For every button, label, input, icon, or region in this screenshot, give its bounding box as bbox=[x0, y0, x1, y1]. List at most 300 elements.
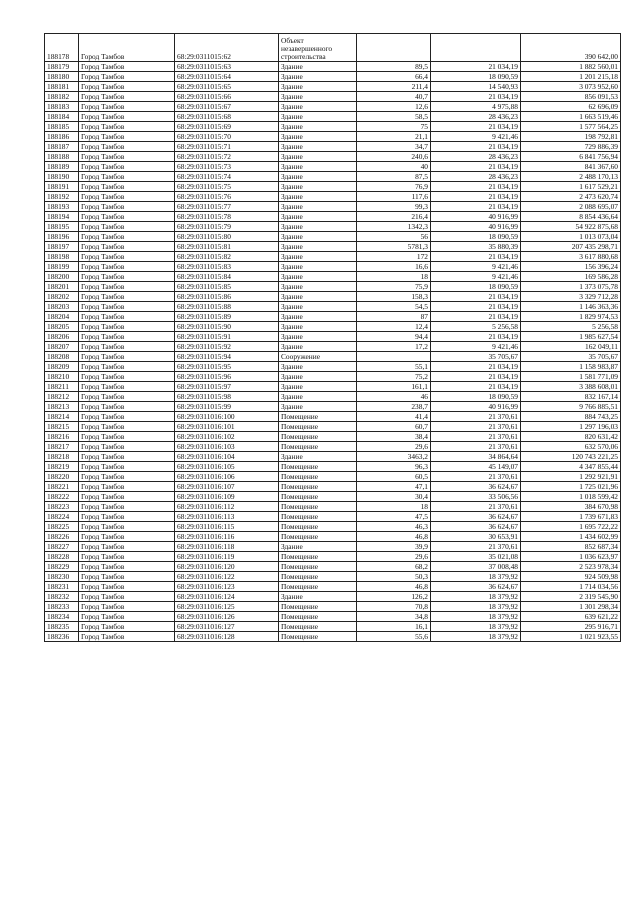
table-row bbox=[45, 82, 621, 92]
area-cell: 76,9 bbox=[357, 182, 431, 192]
area-cell: 21,1 bbox=[357, 132, 431, 142]
cadastral-value-cell: 3 388 608,01 bbox=[521, 382, 621, 392]
district-cell: Город Тамбов bbox=[79, 602, 175, 612]
area-cell: 70,8 bbox=[357, 602, 431, 612]
table-row bbox=[45, 312, 621, 322]
table-row bbox=[45, 62, 621, 72]
cadastral-value-cell: 1 714 034,56 bbox=[521, 582, 621, 592]
area-cell: 12,4 bbox=[357, 322, 431, 332]
unit-value-cell: 28 436,23 bbox=[431, 112, 521, 122]
unit-value-cell: 18 379,92 bbox=[431, 632, 521, 642]
row-id-cell: 188209 bbox=[45, 362, 79, 372]
object-type-cell: Здание bbox=[279, 152, 357, 162]
unit-value-cell: 28 436,23 bbox=[431, 172, 521, 182]
table-row bbox=[45, 482, 621, 492]
unit-value-cell: 18 090,59 bbox=[431, 282, 521, 292]
table-row bbox=[45, 92, 621, 102]
cadastral-number-cell: 68:29:0311015:73 bbox=[175, 162, 279, 172]
area-cell: 18 bbox=[357, 272, 431, 282]
table-row bbox=[45, 112, 621, 122]
cadastral-value-cell: 1 297 196,03 bbox=[521, 422, 621, 432]
object-type-cell: Здание bbox=[279, 212, 357, 222]
cadastral-value-cell: 820 631,42 bbox=[521, 432, 621, 442]
area-cell: 60,7 bbox=[357, 422, 431, 432]
table-row bbox=[45, 212, 621, 222]
cadastral-value-cell: 1 695 722,22 bbox=[521, 522, 621, 532]
cadastral-value-cell: 295 916,71 bbox=[521, 622, 621, 632]
cadastral-value-cell: 1 146 363,36 bbox=[521, 302, 621, 312]
object-type-cell: Здание bbox=[279, 592, 357, 602]
object-type-cell: Помещение bbox=[279, 502, 357, 512]
object-type-cell: Здание bbox=[279, 92, 357, 102]
unit-value-cell: 36 624,67 bbox=[431, 522, 521, 532]
district-cell: Город Тамбов bbox=[79, 522, 175, 532]
cadastral-number-cell: 68:29:0311016:104 bbox=[175, 452, 279, 462]
district-cell: Город Тамбов bbox=[79, 152, 175, 162]
row-id-cell: 188234 bbox=[45, 612, 79, 622]
object-type-cell: Здание bbox=[279, 112, 357, 122]
table-row bbox=[45, 582, 621, 592]
district-cell: Город Тамбов bbox=[79, 302, 175, 312]
area-cell: 29,6 bbox=[357, 442, 431, 452]
district-cell: Город Тамбов bbox=[79, 272, 175, 282]
district-cell: Город Тамбов bbox=[79, 202, 175, 212]
table-row bbox=[45, 342, 621, 352]
row-id-cell: 188235 bbox=[45, 622, 79, 632]
cadastral-value-cell: 1 663 519,46 bbox=[521, 112, 621, 122]
cadastral-number-cell: 68:29:0311015:90 bbox=[175, 322, 279, 332]
object-type-cell: Помещение bbox=[279, 582, 357, 592]
table-row bbox=[45, 132, 621, 142]
unit-value-cell: 18 379,92 bbox=[431, 622, 521, 632]
unit-value-cell: 35 705,67 bbox=[431, 352, 521, 362]
object-type-cell: Здание bbox=[279, 122, 357, 132]
area-cell: 172 bbox=[357, 252, 431, 262]
object-type-cell: Помещение bbox=[279, 552, 357, 562]
table-row bbox=[45, 392, 621, 402]
area-cell: 30,4 bbox=[357, 492, 431, 502]
row-id-cell: 188193 bbox=[45, 202, 79, 212]
object-type-cell: Помещение bbox=[279, 532, 357, 542]
cadastral-value-cell: 924 509,98 bbox=[521, 572, 621, 582]
row-id-cell: 188197 bbox=[45, 242, 79, 252]
area-cell: 66,4 bbox=[357, 72, 431, 82]
area-cell: 75,9 bbox=[357, 282, 431, 292]
unit-value-cell: 21 034,19 bbox=[431, 92, 521, 102]
unit-value-cell: 33 506,56 bbox=[431, 492, 521, 502]
cadastral-number-cell: 68:29:0311015:62 bbox=[175, 34, 279, 62]
unit-value-cell: 21 034,19 bbox=[431, 372, 521, 382]
row-id-cell: 188228 bbox=[45, 552, 79, 562]
cadastral-value-cell: 884 743,25 bbox=[521, 412, 621, 422]
row-id-cell: 188182 bbox=[45, 92, 79, 102]
cadastral-number-cell: 68:29:0311015:99 bbox=[175, 402, 279, 412]
district-cell: Город Тамбов bbox=[79, 212, 175, 222]
unit-value-cell: 21 034,19 bbox=[431, 202, 521, 212]
unit-value-cell: 18 090,59 bbox=[431, 72, 521, 82]
row-id-cell: 188190 bbox=[45, 172, 79, 182]
row-id-cell: 188232 bbox=[45, 592, 79, 602]
table-row bbox=[45, 542, 621, 552]
cadastral-value-cell: 729 886,39 bbox=[521, 142, 621, 152]
cadastral-number-cell: 68:29:0311016:107 bbox=[175, 482, 279, 492]
row-id-cell: 188233 bbox=[45, 602, 79, 612]
table-row bbox=[45, 102, 621, 112]
area-cell: 40,7 bbox=[357, 92, 431, 102]
table-row bbox=[45, 532, 621, 542]
object-type-cell: Здание bbox=[279, 362, 357, 372]
cadastral-value-cell: 3 617 880,68 bbox=[521, 252, 621, 262]
cadastral-number-cell: 68:29:0311016:118 bbox=[175, 542, 279, 552]
unit-value-cell: 9 421,46 bbox=[431, 132, 521, 142]
table-row bbox=[45, 352, 621, 362]
area-cell: 54,5 bbox=[357, 302, 431, 312]
object-type-cell: Помещение bbox=[279, 482, 357, 492]
cadastral-value-cell: 207 435 298,71 bbox=[521, 242, 621, 252]
table-row bbox=[45, 292, 621, 302]
object-type-cell: Здание bbox=[279, 102, 357, 112]
row-id-cell: 188223 bbox=[45, 502, 79, 512]
district-cell: Город Тамбов bbox=[79, 82, 175, 92]
unit-value-cell: 21 034,19 bbox=[431, 122, 521, 132]
cadastral-number-cell: 68:29:0311015:79 bbox=[175, 222, 279, 232]
district-cell: Город Тамбов bbox=[79, 452, 175, 462]
unit-value-cell: 18 379,92 bbox=[431, 602, 521, 612]
district-cell: Город Тамбов bbox=[79, 112, 175, 122]
area-cell: 94,4 bbox=[357, 332, 431, 342]
cadastral-number-cell: 68:29:0311016:109 bbox=[175, 492, 279, 502]
object-type-cell: Помещение bbox=[279, 422, 357, 432]
row-id-cell: 188195 bbox=[45, 222, 79, 232]
cadastral-value-cell: 856 091,53 bbox=[521, 92, 621, 102]
district-cell: Город Тамбов bbox=[79, 412, 175, 422]
district-cell: Город Тамбов bbox=[79, 262, 175, 272]
table-row bbox=[45, 242, 621, 252]
unit-value-cell: 35 880,39 bbox=[431, 242, 521, 252]
cadastral-number-cell: 68:29:0311015:96 bbox=[175, 372, 279, 382]
unit-value-cell: 21 034,19 bbox=[431, 382, 521, 392]
area-cell: 238,7 bbox=[357, 402, 431, 412]
cadastral-value-cell: 1 617 529,21 bbox=[521, 182, 621, 192]
row-id-cell: 188216 bbox=[45, 432, 79, 442]
cadastral-value-cell: 4 347 855,44 bbox=[521, 462, 621, 472]
table-row bbox=[45, 592, 621, 602]
object-type-cell: Здание bbox=[279, 132, 357, 142]
row-id-cell: 188179 bbox=[45, 62, 79, 72]
row-id-cell: 188194 bbox=[45, 212, 79, 222]
area-cell: 39,9 bbox=[357, 542, 431, 552]
area-cell: 5781,3 bbox=[357, 242, 431, 252]
cadastral-number-cell: 68:29:0311015:77 bbox=[175, 202, 279, 212]
row-id-cell: 188225 bbox=[45, 522, 79, 532]
row-id-cell: 188210 bbox=[45, 372, 79, 382]
table-row bbox=[45, 152, 621, 162]
cadastral-value-cell: 1 292 921,91 bbox=[521, 472, 621, 482]
district-cell: Город Тамбов bbox=[79, 472, 175, 482]
district-cell: Город Тамбов bbox=[79, 632, 175, 642]
district-cell: Город Тамбов bbox=[79, 292, 175, 302]
table-row bbox=[45, 612, 621, 622]
object-type-cell: Помещение bbox=[279, 522, 357, 532]
row-id-cell: 188222 bbox=[45, 492, 79, 502]
table-row bbox=[45, 632, 621, 642]
district-cell: Город Тамбов bbox=[79, 102, 175, 112]
unit-value-cell: 21 370,61 bbox=[431, 432, 521, 442]
cadastral-value-cell: 1 829 974,53 bbox=[521, 312, 621, 322]
row-id-cell: 188184 bbox=[45, 112, 79, 122]
cadastral-number-cell: 68:29:0311016:124 bbox=[175, 592, 279, 602]
district-cell: Город Тамбов bbox=[79, 122, 175, 132]
cadastral-number-cell: 68:29:0311016:122 bbox=[175, 572, 279, 582]
cadastral-number-cell: 68:29:0311015:97 bbox=[175, 382, 279, 392]
district-cell: Город Тамбов bbox=[79, 242, 175, 252]
cadastral-value-cell: 1 018 599,42 bbox=[521, 492, 621, 502]
cadastral-number-cell: 68:29:0311015:81 bbox=[175, 242, 279, 252]
cadastral-value-cell: 1 985 627,54 bbox=[521, 332, 621, 342]
unit-value-cell: 21 034,19 bbox=[431, 62, 521, 72]
row-id-cell: 188206 bbox=[45, 332, 79, 342]
row-id-cell: 188226 bbox=[45, 532, 79, 542]
unit-value-cell: 36 624,67 bbox=[431, 482, 521, 492]
table-row bbox=[45, 412, 621, 422]
cadastral-value-cell: 832 167,14 bbox=[521, 392, 621, 402]
area-cell: 46,3 bbox=[357, 522, 431, 532]
unit-value-cell: 21 034,19 bbox=[431, 312, 521, 322]
object-type-cell: Помещение bbox=[279, 412, 357, 422]
object-type-cell: Здание bbox=[279, 242, 357, 252]
table-row bbox=[45, 402, 621, 412]
district-cell: Город Тамбов bbox=[79, 512, 175, 522]
cadastral-number-cell: 68:29:0311015:86 bbox=[175, 292, 279, 302]
district-cell: Город Тамбов bbox=[79, 502, 175, 512]
table-row bbox=[45, 302, 621, 312]
cadastral-value-cell: 62 696,09 bbox=[521, 102, 621, 112]
table-row bbox=[45, 522, 621, 532]
row-id-cell: 188230 bbox=[45, 572, 79, 582]
cadastral-number-cell: 68:29:0311016:115 bbox=[175, 522, 279, 532]
district-cell: Город Тамбов bbox=[79, 382, 175, 392]
cadastral-number-cell: 68:29:0311016:112 bbox=[175, 502, 279, 512]
area-cell: 89,5 bbox=[357, 62, 431, 72]
row-id-cell: 188201 bbox=[45, 282, 79, 292]
cadastral-value-cell: 162 049,11 bbox=[521, 342, 621, 352]
table-row bbox=[45, 452, 621, 462]
district-cell: Город Тамбов bbox=[79, 392, 175, 402]
cadastral-number-cell: 68:29:0311016:102 bbox=[175, 432, 279, 442]
object-type-cell: Сооружение bbox=[279, 352, 357, 362]
table-row bbox=[45, 462, 621, 472]
cadastral-number-cell: 68:29:0311015:85 bbox=[175, 282, 279, 292]
area-cell: 240,6 bbox=[357, 152, 431, 162]
district-cell: Город Тамбов bbox=[79, 422, 175, 432]
row-id-cell: 188218 bbox=[45, 452, 79, 462]
cadastral-number-cell: 68:29:0311016:119 bbox=[175, 552, 279, 562]
cadastral-number-cell: 68:29:0311015:70 bbox=[175, 132, 279, 142]
table-row bbox=[45, 332, 621, 342]
district-cell: Город Тамбов bbox=[79, 462, 175, 472]
row-id-cell: 188220 bbox=[45, 472, 79, 482]
table-row bbox=[45, 362, 621, 372]
district-cell: Город Тамбов bbox=[79, 182, 175, 192]
district-cell: Город Тамбов bbox=[79, 482, 175, 492]
unit-value-cell: 14 540,93 bbox=[431, 82, 521, 92]
row-id-cell: 188227 bbox=[45, 542, 79, 552]
row-id-cell: 188181 bbox=[45, 82, 79, 92]
area-cell bbox=[357, 352, 431, 362]
row-id-cell: 188200 bbox=[45, 272, 79, 282]
district-cell: Город Тамбов bbox=[79, 222, 175, 232]
area-cell: 50,3 bbox=[357, 572, 431, 582]
cadastral-number-cell: 68:29:0311015:98 bbox=[175, 392, 279, 402]
cadastral-number-cell: 68:29:0311015:92 bbox=[175, 342, 279, 352]
unit-value-cell: 21 034,19 bbox=[431, 362, 521, 372]
unit-value-cell: 4 975,88 bbox=[431, 102, 521, 112]
row-id-cell: 188214 bbox=[45, 412, 79, 422]
unit-value-cell: 21 370,61 bbox=[431, 422, 521, 432]
area-cell: 12,6 bbox=[357, 102, 431, 112]
object-type-cell: Здание bbox=[279, 62, 357, 72]
row-id-cell: 188207 bbox=[45, 342, 79, 352]
cadastral-number-cell: 68:29:0311015:63 bbox=[175, 62, 279, 72]
unit-value-cell: 5 256,58 bbox=[431, 322, 521, 332]
cadastral-value-cell: 2 319 545,90 bbox=[521, 592, 621, 602]
area-cell: 38,4 bbox=[357, 432, 431, 442]
table-row bbox=[45, 252, 621, 262]
row-id-cell: 188205 bbox=[45, 322, 79, 332]
object-type-cell: Здание bbox=[279, 272, 357, 282]
table-row bbox=[45, 202, 621, 212]
table-row bbox=[45, 34, 621, 62]
cadastral-value-cell: 384 670,98 bbox=[521, 502, 621, 512]
area-cell: 68,2 bbox=[357, 562, 431, 572]
cadastral-number-cell: 68:29:0311016:113 bbox=[175, 512, 279, 522]
cadastral-number-cell: 68:29:0311015:84 bbox=[175, 272, 279, 282]
cadastral-value-cell: 2 473 620,74 bbox=[521, 192, 621, 202]
object-type-cell: Здание bbox=[279, 222, 357, 232]
cadastral-number-cell: 68:29:0311015:68 bbox=[175, 112, 279, 122]
area-cell: 216,4 bbox=[357, 212, 431, 222]
cadastral-value-cell: 54 922 875,68 bbox=[521, 222, 621, 232]
row-id-cell: 188185 bbox=[45, 122, 79, 132]
unit-value-cell: 21 034,19 bbox=[431, 292, 521, 302]
cadastral-value-cell: 1 158 983,87 bbox=[521, 362, 621, 372]
cadastral-value-cell: 169 586,28 bbox=[521, 272, 621, 282]
object-type-cell: Здание bbox=[279, 162, 357, 172]
area-cell: 75 bbox=[357, 122, 431, 132]
district-cell: Город Тамбов bbox=[79, 432, 175, 442]
row-id-cell: 188215 bbox=[45, 422, 79, 432]
table-row bbox=[45, 222, 621, 232]
object-type-cell: Помещение bbox=[279, 612, 357, 622]
object-type-cell: Помещение bbox=[279, 572, 357, 582]
table-row bbox=[45, 382, 621, 392]
unit-value-cell: 9 421,46 bbox=[431, 262, 521, 272]
object-type-cell: Здание bbox=[279, 312, 357, 322]
cadastral-value-cell: 156 396,24 bbox=[521, 262, 621, 272]
unit-value-cell: 21 034,19 bbox=[431, 192, 521, 202]
district-cell: Город Тамбов bbox=[79, 572, 175, 582]
row-id-cell: 188208 bbox=[45, 352, 79, 362]
unit-value-cell: 21 034,19 bbox=[431, 162, 521, 172]
district-cell: Город Тамбов bbox=[79, 492, 175, 502]
cadastral-number-cell: 68:29:0311016:123 bbox=[175, 582, 279, 592]
district-cell: Город Тамбов bbox=[79, 542, 175, 552]
row-id-cell: 188191 bbox=[45, 182, 79, 192]
table-row bbox=[45, 322, 621, 332]
table-row bbox=[45, 472, 621, 482]
object-type-cell: Помещение bbox=[279, 512, 357, 522]
row-id-cell: 188211 bbox=[45, 382, 79, 392]
unit-value-cell: 21 370,61 bbox=[431, 542, 521, 552]
row-id-cell: 188221 bbox=[45, 482, 79, 492]
object-type-cell: Объект незавершенного строительства bbox=[279, 34, 357, 62]
area-cell: 87,5 bbox=[357, 172, 431, 182]
row-id-cell: 188231 bbox=[45, 582, 79, 592]
district-cell: Город Тамбов bbox=[79, 172, 175, 182]
unit-value-cell: 18 379,92 bbox=[431, 572, 521, 582]
row-id-cell: 188199 bbox=[45, 262, 79, 272]
area-cell: 34,7 bbox=[357, 142, 431, 152]
cadastral-value-cell: 632 570,06 bbox=[521, 442, 621, 452]
unit-value-cell: 9 421,46 bbox=[431, 272, 521, 282]
unit-value-cell: 21 370,61 bbox=[431, 472, 521, 482]
area-cell: 3463,2 bbox=[357, 452, 431, 462]
area-cell: 55,6 bbox=[357, 632, 431, 642]
district-cell: Город Тамбов bbox=[79, 342, 175, 352]
cadastral-value-cell: 1 201 215,18 bbox=[521, 72, 621, 82]
object-type-cell: Помещение bbox=[279, 472, 357, 482]
unit-value-cell: 30 653,91 bbox=[431, 532, 521, 542]
table-row bbox=[45, 232, 621, 242]
object-type-cell: Здание bbox=[279, 322, 357, 332]
district-cell: Город Тамбов bbox=[79, 252, 175, 262]
object-type-cell: Здание bbox=[279, 332, 357, 342]
cadastral-number-cell: 68:29:0311015:78 bbox=[175, 212, 279, 222]
object-type-cell: Здание bbox=[279, 292, 357, 302]
area-cell: 41,4 bbox=[357, 412, 431, 422]
district-cell: Город Тамбов bbox=[79, 362, 175, 372]
table-row bbox=[45, 172, 621, 182]
cadastral-value-cell: 1 882 560,01 bbox=[521, 62, 621, 72]
cadastral-value-cell: 1 021 923,55 bbox=[521, 632, 621, 642]
cadastral-number-cell: 68:29:0311015:82 bbox=[175, 252, 279, 262]
area-cell: 46,8 bbox=[357, 532, 431, 542]
unit-value-cell: 21 370,61 bbox=[431, 412, 521, 422]
cadastral-number-cell: 68:29:0311015:94 bbox=[175, 352, 279, 362]
unit-value-cell: 45 149,07 bbox=[431, 462, 521, 472]
unit-value-cell: 36 624,67 bbox=[431, 582, 521, 592]
object-type-cell: Здание bbox=[279, 82, 357, 92]
object-type-cell: Помещение bbox=[279, 562, 357, 572]
object-type-cell: Здание bbox=[279, 452, 357, 462]
cadastral-value-cell: 390 642,00 bbox=[521, 34, 621, 62]
row-id-cell: 188236 bbox=[45, 632, 79, 642]
row-id-cell: 188196 bbox=[45, 232, 79, 242]
unit-value-cell: 9 421,46 bbox=[431, 342, 521, 352]
district-cell: Город Тамбов bbox=[79, 622, 175, 632]
area-cell bbox=[357, 34, 431, 62]
district-cell: Город Тамбов bbox=[79, 582, 175, 592]
table-row bbox=[45, 552, 621, 562]
area-cell: 34,8 bbox=[357, 612, 431, 622]
row-id-cell: 188189 bbox=[45, 162, 79, 172]
cadastral-value-cell: 639 621,22 bbox=[521, 612, 621, 622]
area-cell: 16,1 bbox=[357, 622, 431, 632]
object-type-cell: Здание bbox=[279, 182, 357, 192]
cadastral-number-cell: 68:29:0311015:64 bbox=[175, 72, 279, 82]
table-row bbox=[45, 512, 621, 522]
object-type-cell: Помещение bbox=[279, 622, 357, 632]
